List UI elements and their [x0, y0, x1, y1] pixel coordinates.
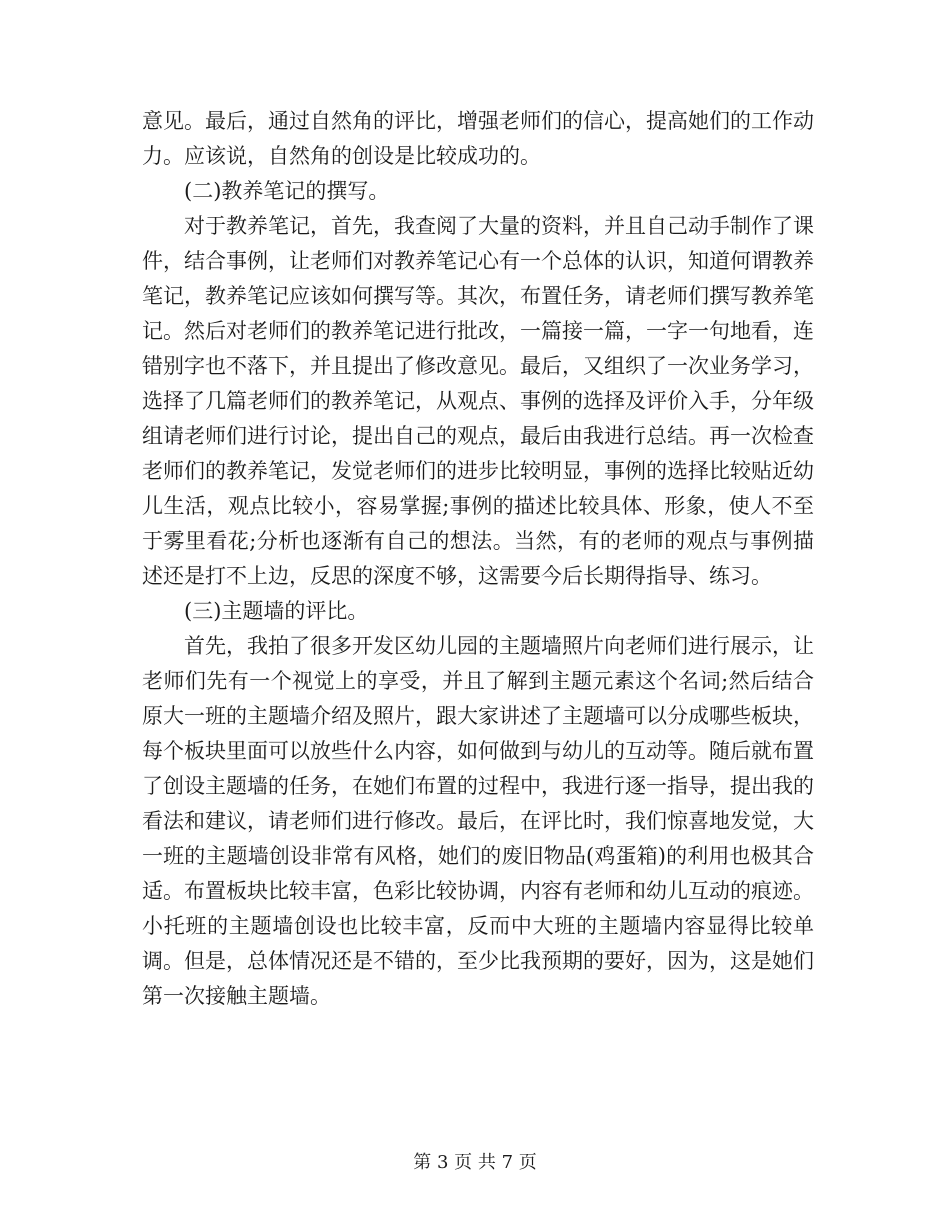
- section-heading-2: (二)教养笔记的撰写。: [184, 179, 390, 203]
- paragraph-notes: 对于教养笔记，首先，我查阅了大量的资料，并且自己动手制作了课件，结合事例，让老师们对教养笔记心有一个总体的认识，知道何谓教养笔记，教养笔记应该如何撰写等。其次，布置任务，请老师们撰写教养笔记。然后对老师们的教养笔记进行批改，一篇接一篇，一字一句地看，连错别字也不落下，并且提出了修改意见。最后，又组织了一次业务学习，选择了几篇老师们的教养笔记，从观点、事例的选择及评价入手，分年级组请老师们进行讨论，提出自己的观点，最后由我进行总结。再一次检查老师们的教养笔记，发觉老师们的进步比较明显，事例的选择比较贴近幼儿生活，观点比较小，容易掌握;事例的描述比较具体、形象，使人不至于雾里看花;分析也逐渐有自己的想法。当然，有的老师的观点与事例描述还是打不上边，反思的深度不够，这需要今后长期得指导、练习。: [142, 214, 814, 588]
- page-number-footer: 第 3 页 共 7 页: [413, 1152, 537, 1173]
- paragraph-continuation: 意见。最后，通过自然角的评比，增强老师们的信心，提高她们的工作动力。应该说，自然角的创设是比较成功的。: [142, 109, 814, 168]
- section-heading-3: (三)主题墙的评比。: [184, 599, 369, 623]
- document-body: [142, 104, 814, 1014]
- paragraph-theme-wall: 首先，我拍了很多开发区幼儿园的主题墙照片向老师们进行展示，让老师们先有一个视觉上的享受，并且了解到主题元素这个名词;然后结合原大一班的主题墙介绍及照片，跟大家讲述了主题墙可以分成哪些板块，每个板块里面可以放些什么内容，如何做到与幼儿的互动等。随后就布置了创设主题墙的任务，在她们布置的过程中，我进行逐一指导，提出我的看法和建议，请老师们进行修改。最后，在评比时，我们惊喜地发觉，大一班的主题墙创设非常有风格，她们的废旧物品(鸡蛋箱)的利用也极其合适。布置板块比较丰富，色彩比较协调，内容有老师和幼儿互动的痕迹。小托班的主题墙创设也比较丰富，反而中大班的主题墙内容显得比较单调。但是，总体情况还是不错的，至少比我预期的要好，因为，这是她们第一次接触主题墙。: [142, 634, 814, 1008]
